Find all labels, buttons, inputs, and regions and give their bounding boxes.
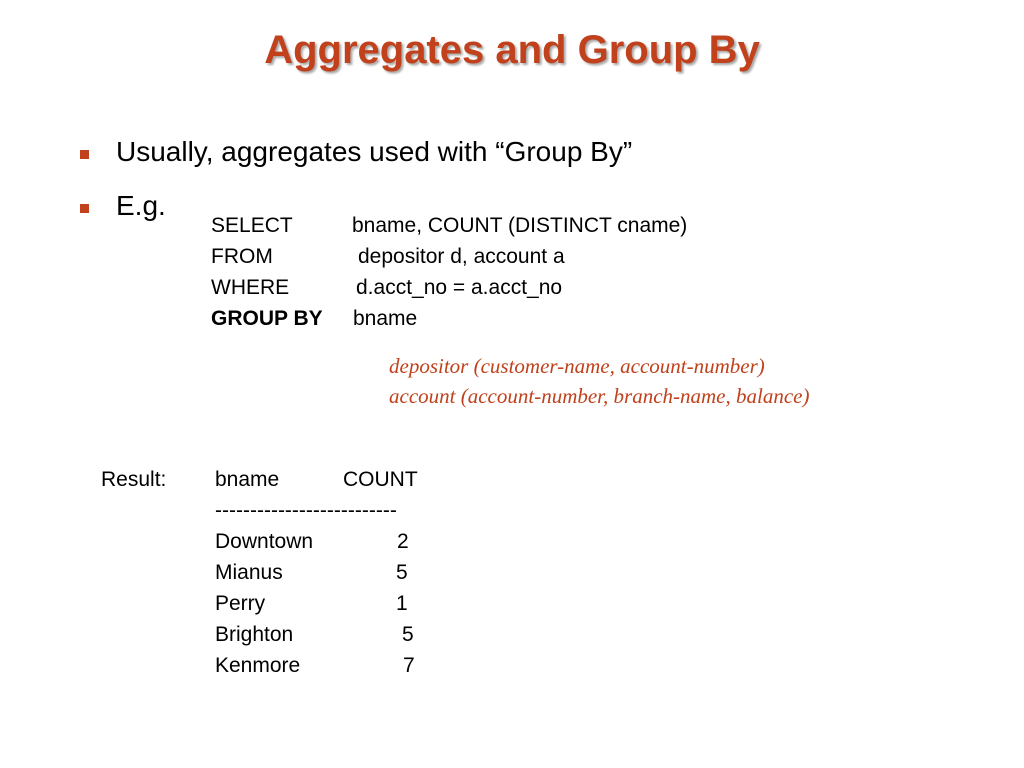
- sql-argument: depositor d, account a: [358, 245, 565, 268]
- bname-cell: Perry: [215, 592, 266, 615]
- bname-cell: Downtown: [215, 530, 314, 553]
- schema-line: depositor (customer-name, account-number): [389, 354, 765, 378]
- bullet-item: [80, 190, 166, 222]
- bullet-text: Usually, aggregates used with “Group By”: [116, 136, 633, 167]
- column-header: bname: [215, 468, 280, 491]
- square-bullet-icon: [80, 150, 89, 159]
- square-bullet-icon: [80, 204, 89, 213]
- count-cell: 2: [397, 530, 409, 553]
- schema-line: account (account-number, branch-name, balance): [389, 384, 810, 408]
- sql-argument: bname: [353, 307, 418, 330]
- count-cell: 7: [403, 654, 415, 677]
- result-label: Result:: [101, 468, 167, 491]
- bname-cell: Brighton: [215, 623, 294, 646]
- count-cell: 5: [396, 561, 408, 584]
- sql-argument: d.acct_no = a.acct_no: [356, 276, 563, 299]
- schema-definitions: [389, 351, 809, 411]
- separator-line: --------------------------: [215, 499, 397, 522]
- bullet-text: E.g.: [116, 190, 166, 221]
- slide-title: Aggregates and Group By: [264, 28, 760, 72]
- bname-cell: Mianus: [215, 561, 283, 584]
- column-header: COUNT: [343, 468, 418, 491]
- sql-keyword: FROM: [211, 245, 273, 268]
- sql-keyword: GROUP BY: [211, 307, 323, 330]
- bname-cell: Kenmore: [215, 654, 301, 677]
- sql-keyword: SELECT: [211, 214, 293, 237]
- bullet-item: [80, 136, 632, 168]
- sql-keyword: WHERE: [211, 276, 290, 299]
- sql-argument: bname, COUNT (DISTINCT cname): [352, 214, 688, 237]
- count-cell: 5: [402, 623, 414, 646]
- count-cell: 1: [396, 592, 408, 615]
